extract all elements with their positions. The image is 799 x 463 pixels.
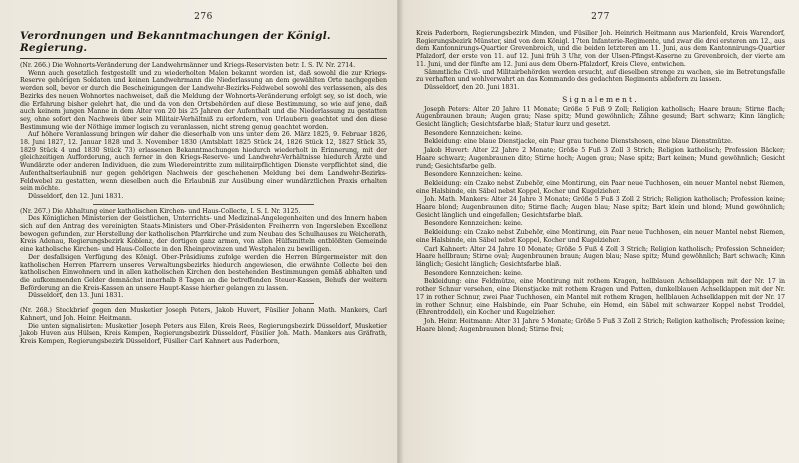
paragraph: Auf höhere Veranlassung bringen wir daher die dieserhalb von uns unter dem 26. März 1825, 9. Februar 1826, 18. Juni 1827, 12. Januar 1828 und 3. November 1830 (Amtsblatt 1825 Stück 24, 1826 Stück 12, 1827 Stück 35, 1829 Stück 4 und 1830 Stück 73) erlassenen Bekanntmachungen hiedurch wiederholt in Erinnerung, mit der gleichzeitigen Aufforderung, auch ferner in den Kriegs-Reserve- und Landwehr-Verhältnisse hiedurch Ärzte und Wundärzte oder anderen Individuen, die zum Wiedereintritte zum militairpflichtigen Dienste verpflichtet sind, die Aufenthaltserlaubniß nur gegen gehörigen Nachweis der geschehenen Meldung bei dem Landwehr-Bezirks-Feldwebel zu gestatten, wenn dieselben auch die Erlaubniß zur Ausübung einer wundärztlichen Praxis erhalten sein möchte. [20, 131, 387, 193]
signalement-entry: Bekleidung: eine blaue Dienstjacke, ein Paar grau tuchene Dienstshosen, eine blaue Dienstmütze. [424, 138, 733, 146]
paragraph: Kreis Paderborn, Regierungsbezirk Minden, und Füsilier Joh. Heinrich Heitmann aus Marienfeld, Kreis Warendorf, Regierungsbezirk Münster, sind von dem Königl. 17ten Infanterie-Regimente, und zwar die drei ersteren am 12., aus dem Kantonnirungs-Quartier Grevenbroich, und die beiden letzteren am 11. Juni, aus dem Kantonnirungs-Quartier Pfalzdorf, der erste von 11. auf 12. Juni früh 3 Uhr, von der Ulsen-Pfingst-Kaserne zu Grevenbroich, der vierte am 11. Juni, und der fünfte am 12. Juni aus dem Obern-Pfalzdorf, Kreis Cleve, entwichen. [416, 30, 785, 68]
signalement-entry: Joh. Math. Mankers: Alter 24 Jahre 3 Monate; Größe 5 Fuß 3 Zoll 2 Strich; Religion katholisch; Profession keine; Haare blond; Augenbraunen dito; Stirne flach; Augen blau; Nase spitz; Bart klein und blond; Mund gewöhnlich; Gesicht länglich und eingefallen; Gesichtsfarbe blaß. [416, 196, 785, 219]
separator [93, 303, 313, 304]
signalement-entry: Besondere Kennzeichen: keine. [424, 129, 523, 137]
signalement-entry: Jakob Huvert: Alter 22 Jahre 2 Monate; Größe 5 Fuß 3 Zoll 3 Strich; Religion katholisch; Profession Bäcker; Haare schwarz; Augenbraunen dito; Stirne hoch; Augen grau; Nase spitz; Bart keinen; Mund gewöhnlich; Gesicht rund; Gesichtsfarbe gelb. [416, 147, 785, 170]
notice-title: (Nr. 268.) Steckbrief gegen den Musketier Joseph Peters, Jakob Huvert, Füsilier Johann Math. Mankers, Carl Kahnert, und Joh. Heinr. Heitmann. [20, 307, 387, 322]
signalement-entry: Joh. Heinr. Heitmann: Alter 31 Jahre 5 Monate; Größe 5 Fuß 3 Zoll 2 Strich; Religion katholisch; Profession keine; Haare blond; Augenbraunen blond; Stirne frei; [416, 317, 785, 333]
signalement-entry: Besondere Kennzeichen: keine. [424, 269, 523, 277]
signalement-entry: Bekleidung: ein Czako nebst Zubehör, eine Montirung, ein Paar neue Tuchhosen, ein neuer Mantel nebst Riemen, eine Halsbinde, ein Säbel nebst Koppel, Kocher und Kugelzieher. [416, 179, 785, 195]
signalement-entry: Besondere Kennzeichen: keine. [424, 171, 523, 179]
paragraph: Des Königlichen Ministerien der Geistlichen, Unterrichts- und Medizinal-Angelegenheiten und des Innern haben sich auf den Antrag des vereinigten Staats-Ministers und Ober-Präsidenten Freiherrn von Ingersleben Excellenz bewogen gefunden, zur Herstellung der katholischen Pfarrkirche und zum Neubau des Schulhauses zu Weicherath, Kreis Adenau, Regierungsbezirk Koblenz, der dortigen ganz armen, von allen Hülfsmitteln entblößten Gemeinde eine katholische Kirchen- und Haus-Collecte in den Rheinprovinzen und Westphalen zu bewilligen. [20, 215, 387, 254]
paragraph: Die unten signalisirten: Musketier Joseph Peters aus Eilen, Kreis Rees, Regierungsbezirk Düsseldorf, Musketier Jakob Huven aus Hülsen, Kreis Kempen, Regierungsbezirk Düsseldorf, Füsilier Joh. Math. Mankers aus Gräfrath, Kreis Kempen, Regierungsbezirk Düsseldorf, Füsilier Carl Kahnert aus Paderborn, [20, 322, 387, 345]
notice-title: (Nr. 266.) Die Wohnorts-Veränderung der Landwehrmänner und Kriegs-Reservisten betr. I. S. IV. Nr. 2714. [20, 62, 356, 69]
paragraph: Sämmtliche Civil- und Militairbehörden werden ersucht, auf dieselben strenge zu wachen, sie im Betretungsfalle zu verhaften und wohlverwahrt an das Kommando des gedachten Regiments abliefern zu lassen. [416, 68, 785, 84]
paragraph: Der desfallsigen Verfügung des Königl. Ober-Präsidiums zufolge werden die Herren Bürgermeister mit den katholischen Herren Pfarrern unseres Verwaltungsbezirks hiedurch angewiesen, die erwähnte Collecte bei den katholischen Einwohnern und in allen katholischen Kirchen den bestehenden Bestimmungen gemäß abhalten und die aufkommenden Gelder demnächst innerhalb 8 Tagen an die betreffenden Steuer-Kassen, Behufs der weitern Beförderung an die Kreis-Kassen an unsere Haupt-Kasse hierher gelangen zu lassen. [20, 253, 387, 292]
dateline: Düsseldorf, den 13. Juni 1831. [28, 292, 124, 300]
signalement-entry: Joseph Peters: Alter 20 Jahre 11 Monate; Größe 5 Fuß 9 Zoll; Religion katholisch; Haare braun; Stirne flach; Augenbraunen braun; Augen grau; Nase spitz; Mund gewöhnlich; Zähne gesund; Bart schwarz; Kinn länglich; Gesicht länglich; Gesichtsfarbe blaß; Statur kurz und gesetzt. [416, 105, 785, 129]
dateline: Düsseldorf, den 20. Juni 1831. [424, 83, 520, 91]
signalement-entry: Bekleidung: eine Feldmütze, eine Montirung mit rothem Kragen, hellblauen Achselklappen mit der Nr. 17 in rother Schnur versehen, eine Dienstjacke mit rothem Kragen und Patten, dunkelblauen Achselklappen mit der Nr. 17 in rother Schnur, zwei Paar Tuchhosen, ein Mantel mit rothem Kragen, hellblauen Achselklappen mit der Nr. 17 in rother Schnur, eine Halsbinde, ein Paar Schuhe, ein Hemd, ein Säbel mit schwarzer Koppel nebst Troddel, (Ehrentroddel), ein Kocher und Kugelzieher. [416, 278, 785, 317]
notice-title: (Nr. 267.) Die Abhaltung einer katholischen Kirchen- und Haus-Collecte, I. S. I. Nr. 3125. [20, 207, 301, 215]
left-page [0, 0, 398, 463]
signalement-entry: Carl Kahnert: Alter 24 Jahre 10 Monate; Größe 5 Fuß 4 Zoll 3 Strich; Religion katholisch; Profession Schneider; Haare hellbraun; Stirne oval; Augenbraunen braun; Augen blau; Nase spitz; Mund gewöhnlich; Bart schwach; Kinn länglich; Gesicht länglich; Gesichtsfarbe blaß. [416, 245, 785, 268]
signalement-title: Signalement. [562, 94, 639, 104]
gutter-shadow [398, 0, 404, 463]
section-heading: Verordnungen und Bekanntmachungen der Königl. Regierung. [20, 30, 331, 54]
paragraph: Wenn auch gesetzlich festgestellt und zu wiederholten Malen bekannt worden ist, daß sowohl die zur Kriegs-Reserve gehörigen Soldaten und keinen Landwehrmann die Niederlassung an dem gewählten Orte nachgegeben werden soll, bevor er durch die Bescheinigungen der Landwehr-Bezirks-Feldwebel sowohl des verlassenen, als des Bezirks des neuen Wohnortes nachweiset, daß die Meldung der Wohnorts-Veränderung erfolgt sey, so ist doch, wie die Erfahrung bisher gelehrt hat, die und da von den Ortsbehörden auf diese Bestimmung, so wie auf jene, daß auch keinem jungen Manne in dem Alter von 20 bis 25 Jahren der Aufenthalt und die Niederlassung zu gestatten sey, ohne sofort den Nachweis über sein Militair-Verhältniß zu erfordern, von Urlaubern geachtet und den diese Bestimmung wie der Nöthige immer logisch zu veranlassen, nicht streng genug geachtet worden. [20, 69, 387, 131]
right-page [398, 0, 799, 463]
page-number: 277 [591, 12, 610, 22]
page-number: 276 [194, 12, 213, 22]
signalement-entry: Bekleidung: ein Czako nebst Zubehör, eine Montirung, ein Paar neue Tuchhosen, ein neuer Mantel nebst Riemen, eine Halsbinde, ein Säbel nebst Koppel, Kocher und Kugelzieher. [416, 229, 785, 244]
separator [93, 204, 313, 205]
dateline: Düsseldorf, den 12. Juni 1831. [28, 192, 124, 200]
signalement-entry: Besondere Kennzeichen: keine. [424, 220, 523, 228]
heading-rule [20, 58, 387, 59]
